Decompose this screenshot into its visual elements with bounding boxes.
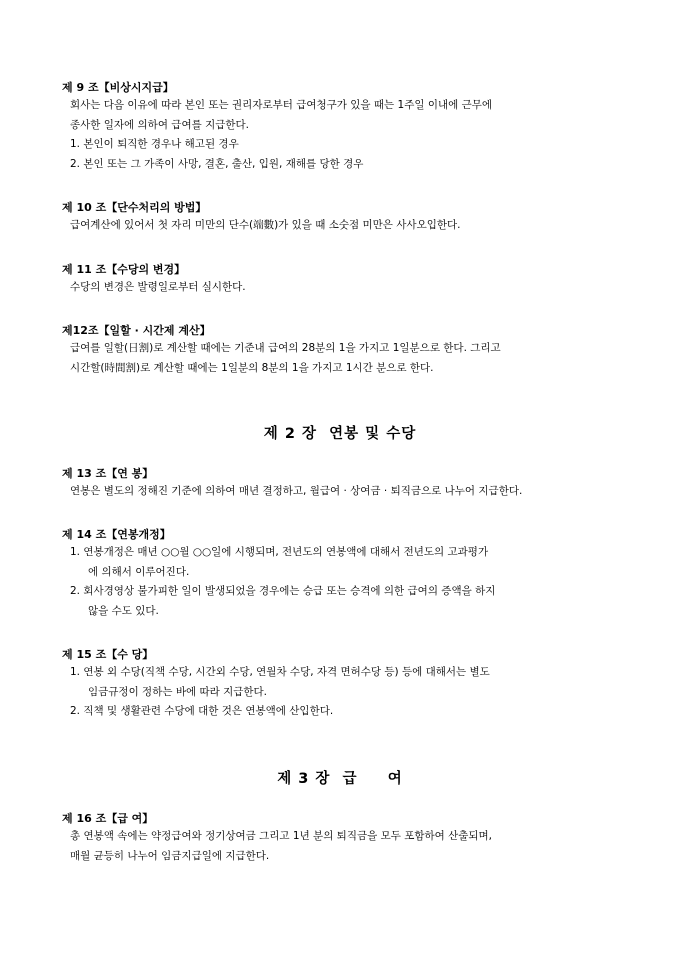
article-text-line: 수당의 변경은 발령일로부터 실시한다. [70, 281, 246, 293]
article-text-line: 매월 균등히 나누어 임금지급일에 지급한다. [70, 849, 270, 862]
article-10 [62, 200, 627, 236]
chapter-heading: 제 3 장 급 여 [277, 771, 403, 787]
article-title: 제 13 조【연 봉】 [62, 467, 154, 480]
article-15 [62, 647, 627, 722]
list-item: 1. 본인이 퇴직한 경우나 해고된 경우 [70, 138, 239, 150]
article-text-line: 회사는 다음 이유에 따라 본인 또는 권리자로부터 급여청구가 있을 때는 1주일 이내에 근무에 [70, 99, 493, 111]
article-title: 제 9 조【비상시지급】 [62, 81, 174, 94]
article-9 [62, 80, 627, 174]
article-text-line: 시간할(時間割)로 계산할 때에는 1일분의 8분의 1을 가지고 1시간 분으로 한다. [70, 361, 434, 374]
article-title: 제 14 조【연봉개정】 [62, 528, 171, 541]
article-text-line: 급여를 일할(日割)로 계산할 때에는 기준내 급여의 28분의 1을 가지고 1일분으로 한다. 그리고 [70, 342, 501, 354]
article-text-line: 종사한 일자에 의하여 급여를 지급한다. [70, 118, 249, 131]
article-13 [62, 466, 627, 502]
list-item: 2. 회사경영상 불가피한 일이 발생되었을 경우에는 승급 또는 승격에 의한 급여의 증액을 하지 [70, 585, 496, 597]
article-title: 제 16 조【급 여】 [62, 812, 154, 825]
list-item: 2. 직책 및 생활관련 수당에 대한 것은 연봉액에 산입한다. [70, 705, 334, 717]
list-item-continuation: 에 의해서 이루어진다. [88, 565, 190, 578]
article-text-line: 총 연봉액 속에는 약정급여와 정기상여금 그리고 1년 분의 퇴직금을 모두 포함하여 산출되며, [70, 830, 493, 842]
article-12 [62, 323, 627, 378]
list-item: 2. 본인 또는 그 가족이 사망, 결혼, 출산, 입원, 재해를 당한 경우 [70, 157, 364, 170]
article-title: 제 10 조【단수처리의 방법】 [62, 201, 207, 214]
list-item: 1. 연봉개정은 매년 ○○월 ○○일에 시행되며, 전년도의 연봉액에 대해서 전년도의 고과평가 [70, 546, 489, 558]
article-16 [62, 811, 627, 866]
list-item-continuation: 임금규정이 정하는 바에 따라 지급한다. [88, 685, 267, 698]
article-title: 제 15 조【수 당】 [62, 648, 154, 661]
article-11 [62, 262, 627, 298]
article-text-line: 연봉은 별도의 정해진 기준에 의하여 매년 결정하고, 월급여 · 상여금 · 퇴직금으로 나누어 지급한다. [70, 485, 523, 497]
article-title: 제12조【일할 · 시간제 계산】 [62, 324, 211, 337]
chapter-heading: 제 2 장 연봉 및 수당 [263, 426, 417, 442]
article-14 [62, 527, 627, 621]
list-item-continuation: 않을 수도 있다. [88, 604, 159, 617]
list-item: 1. 연봉 외 수당(직책 수당, 시간외 수당, 연월차 수당, 자격 면허수당 등) 등에 대해서는 별도 [70, 666, 490, 678]
article-text-line: 급여계산에 있어서 첫 자리 미만의 단수(端數)가 있을 때 소숫점 미만은 사사오입한다. [70, 219, 461, 231]
article-title: 제 11 조【수당의 변경】 [62, 263, 186, 276]
